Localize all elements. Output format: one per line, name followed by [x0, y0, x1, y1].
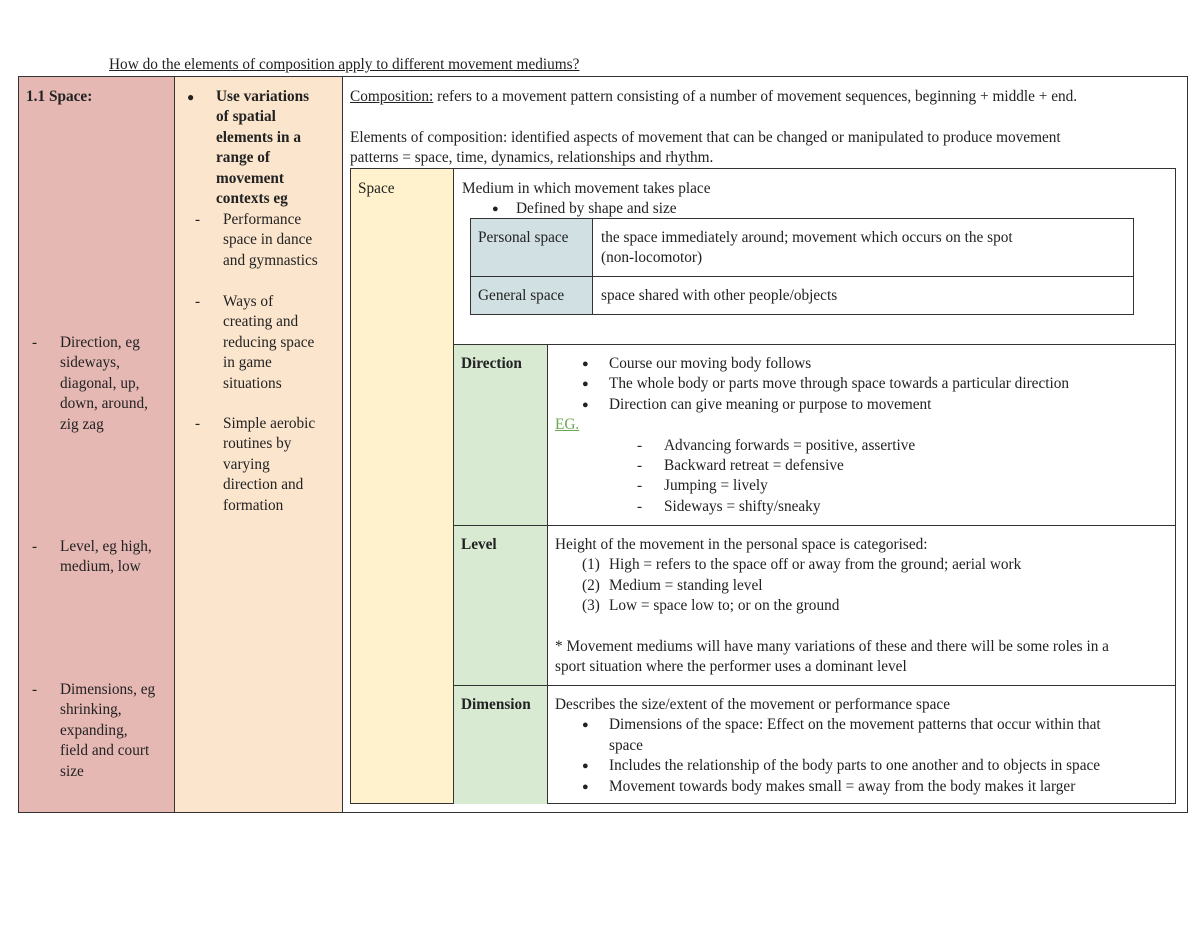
- topic-title: 1.1 Space:: [26, 88, 93, 105]
- personal-general-table: [470, 218, 1134, 315]
- list-item: (2) Medium = standing level: [582, 576, 763, 594]
- bullet-icon: ●: [187, 90, 195, 104]
- bullet-icon: ●: [492, 203, 499, 215]
- list-item: ● The whole body or parts move through space towards a particular direction: [582, 375, 1070, 393]
- space-description: Medium in which movement takes place: [462, 180, 711, 197]
- space-label: Space: [358, 180, 395, 197]
- list-item: ● Dimensions of the space: Effect on the movement patterns that occur within that space: [582, 716, 1101, 754]
- elements-definition: Elements of composition: identified aspects of movement that can be changed or manipulated to produce movement patterns = space, time, dynamics, relationships and rhythm.: [350, 129, 1061, 167]
- list-item: ● Direction can give meaning or purpose to movement: [582, 395, 932, 413]
- list-item: (3) Low = space low to; or on the ground: [582, 597, 840, 615]
- level-label-cell: Level: [454, 526, 548, 685]
- list-item: ● Movement towards body makes small = away from the body makes it larger: [582, 777, 1076, 795]
- space-table: [350, 168, 1176, 804]
- space-bullet: Defined by shape and size: [516, 200, 677, 217]
- eg-link[interactable]: EG.: [555, 416, 580, 434]
- list-item: - Jumping = lively: [637, 477, 768, 495]
- dimension-label-cell: Dimension: [454, 686, 548, 804]
- direction-content: [555, 354, 1165, 517]
- level-content: Height of the movement in the personal space is categorised: (1) High = refers to the space off or away from the ground; aerial work (2) Medium = standing level (3) Low = space low to; or on the ground * Movement mediums will have many variations of these and there will be some roles in a sport situation where the performer uses a dominant level: [555, 535, 1165, 678]
- personal-space-text: the space immediately around; movement which occurs on the spot (non-locomotor): [601, 229, 1013, 267]
- context-heading: Use variations of spatial elements in a range of movement contexts eg: [216, 88, 310, 208]
- list-item: - Backward retreat = defensive: [637, 456, 844, 474]
- composition-definition: Composition: refers to a movement pattern consisting of a number of movement sequences, beginning + middle + end.: [350, 88, 1078, 105]
- personal-space-label-cell: Personal space: [471, 219, 593, 277]
- topic-column: 1.1 Space: - Direction, eg sideways, diagonal, up, down, around, zig zag - Level, eg high, medium, low - Dimensions, eg shrinking, expanding, field and court size: [19, 77, 175, 812]
- dimension-content: Describes the size/extent of the movement or performance space ● Dimensions of the space: Effect on the movement patterns that occur within that space ● Includes the relationship of the body parts to one another and to objects in space ● Movement towards body makes small = away from the body makes it larger: [555, 695, 1165, 797]
- list-item: - Advancing forwards = positive, assertive: [637, 436, 916, 454]
- list-item: ● Course our moving body follows: [582, 355, 812, 372]
- list-item: ● Includes the relationship of the body parts to one another and to objects in space: [582, 757, 1101, 775]
- general-space-text: space shared with other people/objects: [601, 287, 838, 304]
- general-space-label-cell: General space: [471, 277, 593, 314]
- space-label-cell: [351, 169, 454, 803]
- direction-label-cell: Direction: [454, 345, 548, 525]
- list-item: (1) High = refers to the space off or away from the ground; aerial work: [582, 556, 1022, 574]
- list-item: - Sideways = shifty/sneaky: [637, 497, 821, 515]
- page-heading: How do the elements of composition apply to different movement mediums?: [109, 56, 580, 73]
- context-column: ● Use variations of spatial elements in a range of movement contexts eg - Performance space in dance and gymnastics - Ways of creating and reducing space in game situations - Simple aerobic routines by varying direction and formation: [175, 77, 343, 812]
